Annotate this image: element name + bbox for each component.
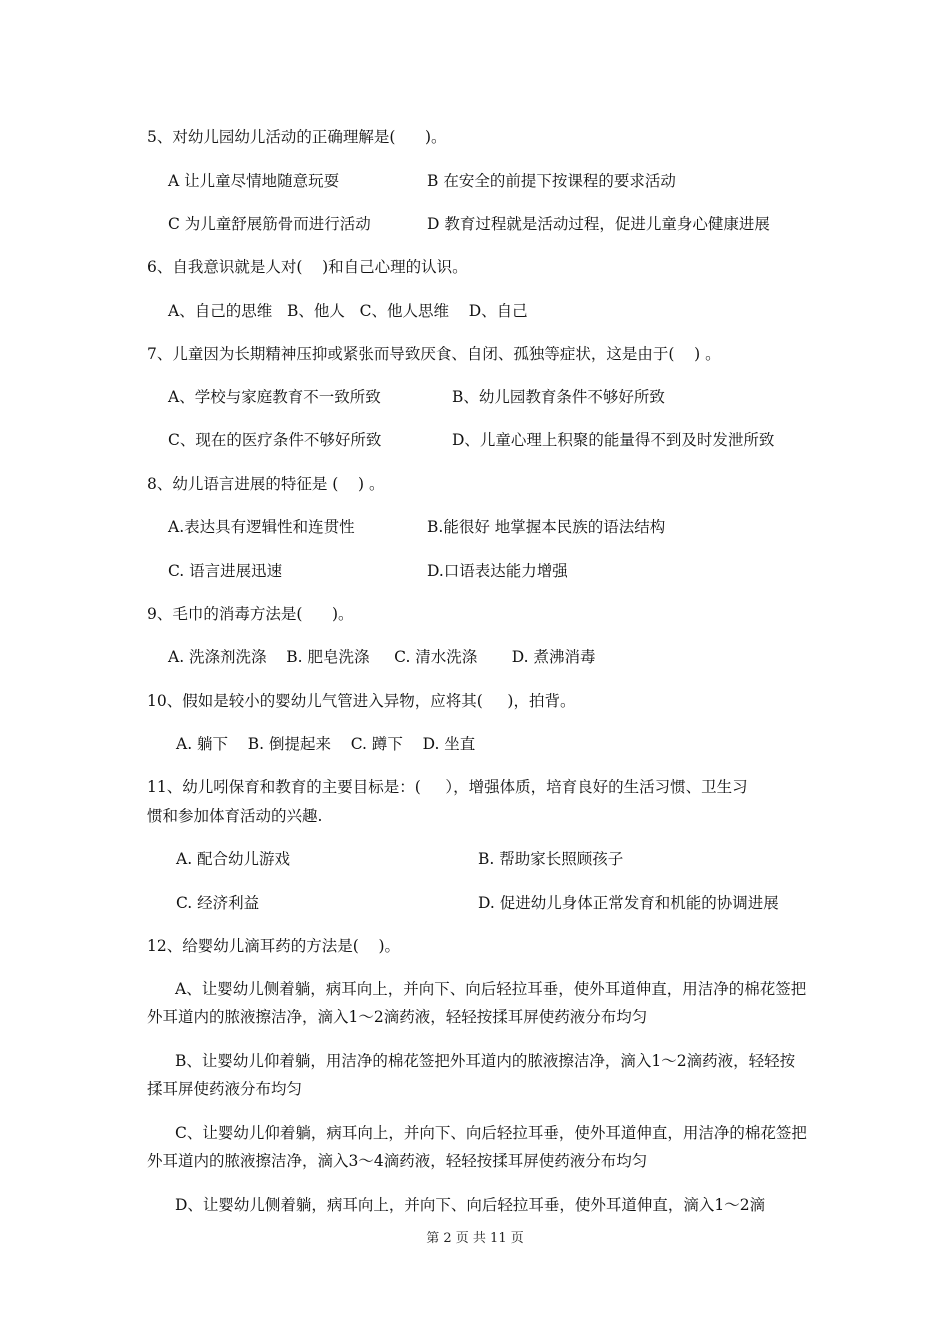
question-8-option-a: A.表达具有逻辑性和连贯性 [168,518,355,536]
question-12-option-d: D、让婴幼儿侧着躺，病耳向上，并向下、向后轻拉耳垂，使外耳道伸直，滴入1～2滴 [175,1196,766,1214]
question-12-option-c: C、让婴幼儿仰着躺，病耳向上，并向下、向后轻拉耳垂，使外耳道伸直，用洁净的棉花签把外耳道内的脓液擦洁净，滴入3～4滴药液，轻轻按揉耳屏使药液分布均匀 [147,1124,807,1170]
question-11-stem-line-2: 惯和参加体育活动的兴趣. [147,807,323,825]
question-7-stem: 7、儿童因为长期精神压抑或紧张而导致厌食、自闭、孤独等症状，这是由于( ) 。 [147,345,721,363]
question-11-option-a: A. 配合幼儿游戏 [176,850,291,868]
question-6-options: A、自己的思维 B、他人 C、他人思维 D、自己 [168,302,528,320]
question-5-option-c: C 为儿童舒展筋骨而进行活动 [168,215,371,233]
question-12-option-a: A、让婴幼儿侧着躺，病耳向上，并向下、向后轻拉耳垂，使外耳道伸直，用洁净的棉花签把外耳道内的脓液擦洁净，滴入1～2滴药液，轻轻按揉耳屏使药液分布均匀 [147,980,807,1026]
question-9-options: A. 洗涤剂洗涤 B. 肥皂洗涤 C. 清水洗涤 D. 煮沸消毒 [168,648,596,666]
question-8-stem: 8、幼儿语言进展的特征是 ( ) 。 [147,475,385,493]
question-7-option-d: D、儿童心理上积聚的能量得不到及时发泄所致 [452,431,775,449]
question-7-option-b: B、幼儿园教育条件不够好所致 [452,388,665,406]
question-10-options: A. 躺下 B. 倒提起来 C. 蹲下 D. 坐直 [176,735,476,753]
question-11-option-c: C. 经济利益 [176,894,260,912]
question-8-option-d: D.口语表达能力增强 [427,562,568,580]
question-5-stem: 5、对幼儿园幼儿活动的正确理解是( )。 [147,128,447,146]
question-8-option-c: C. 语言进展迅速 [168,562,283,580]
question-5-option-d: D 教育过程就是活动过程，促进儿童身心健康进展 [427,215,770,233]
question-7-option-a: A、学校与家庭教育不一致所致 [168,388,381,406]
question-8-option-b: B.能很好 地掌握本民族的语法结构 [427,518,666,536]
page-number-footer: 第 2 页 共 11 页 [426,1231,524,1246]
question-7-option-c: C、现在的医疗条件不够好所致 [168,431,382,449]
question-11-option-b: B. 帮助家长照顾孩子 [478,850,624,868]
question-5-option-a: A 让儿童尽情地随意玩耍 [168,172,340,190]
question-6-stem: 6、自我意识就是人对( )和自己心理的认识。 [147,258,468,276]
question-9-stem: 9、毛巾的消毒方法是( )。 [147,605,354,623]
question-10-stem: 10、假如是较小的婴幼儿气管进入异物，应将其( )，拍背。 [147,692,576,710]
question-12-stem: 12、给婴幼儿滴耳药的方法是( )。 [147,937,401,955]
question-12-option-b: B、让婴幼儿仰着躺，用洁净的棉花签把外耳道内的脓液擦洁净，滴入1～2滴药液，轻轻按揉耳屏使药液分布均匀 [147,1052,796,1098]
question-11-option-d: D. 促进幼儿身体正常发育和机能的协调进展 [478,894,779,912]
question-11-stem-line-1: 11、幼儿吲保育和教育的主要目标是：( ），增强体质，培育良好的生活习惯、卫生习 [147,778,748,796]
question-5-option-b: B 在安全的前提下按课程的要求活动 [427,172,676,190]
